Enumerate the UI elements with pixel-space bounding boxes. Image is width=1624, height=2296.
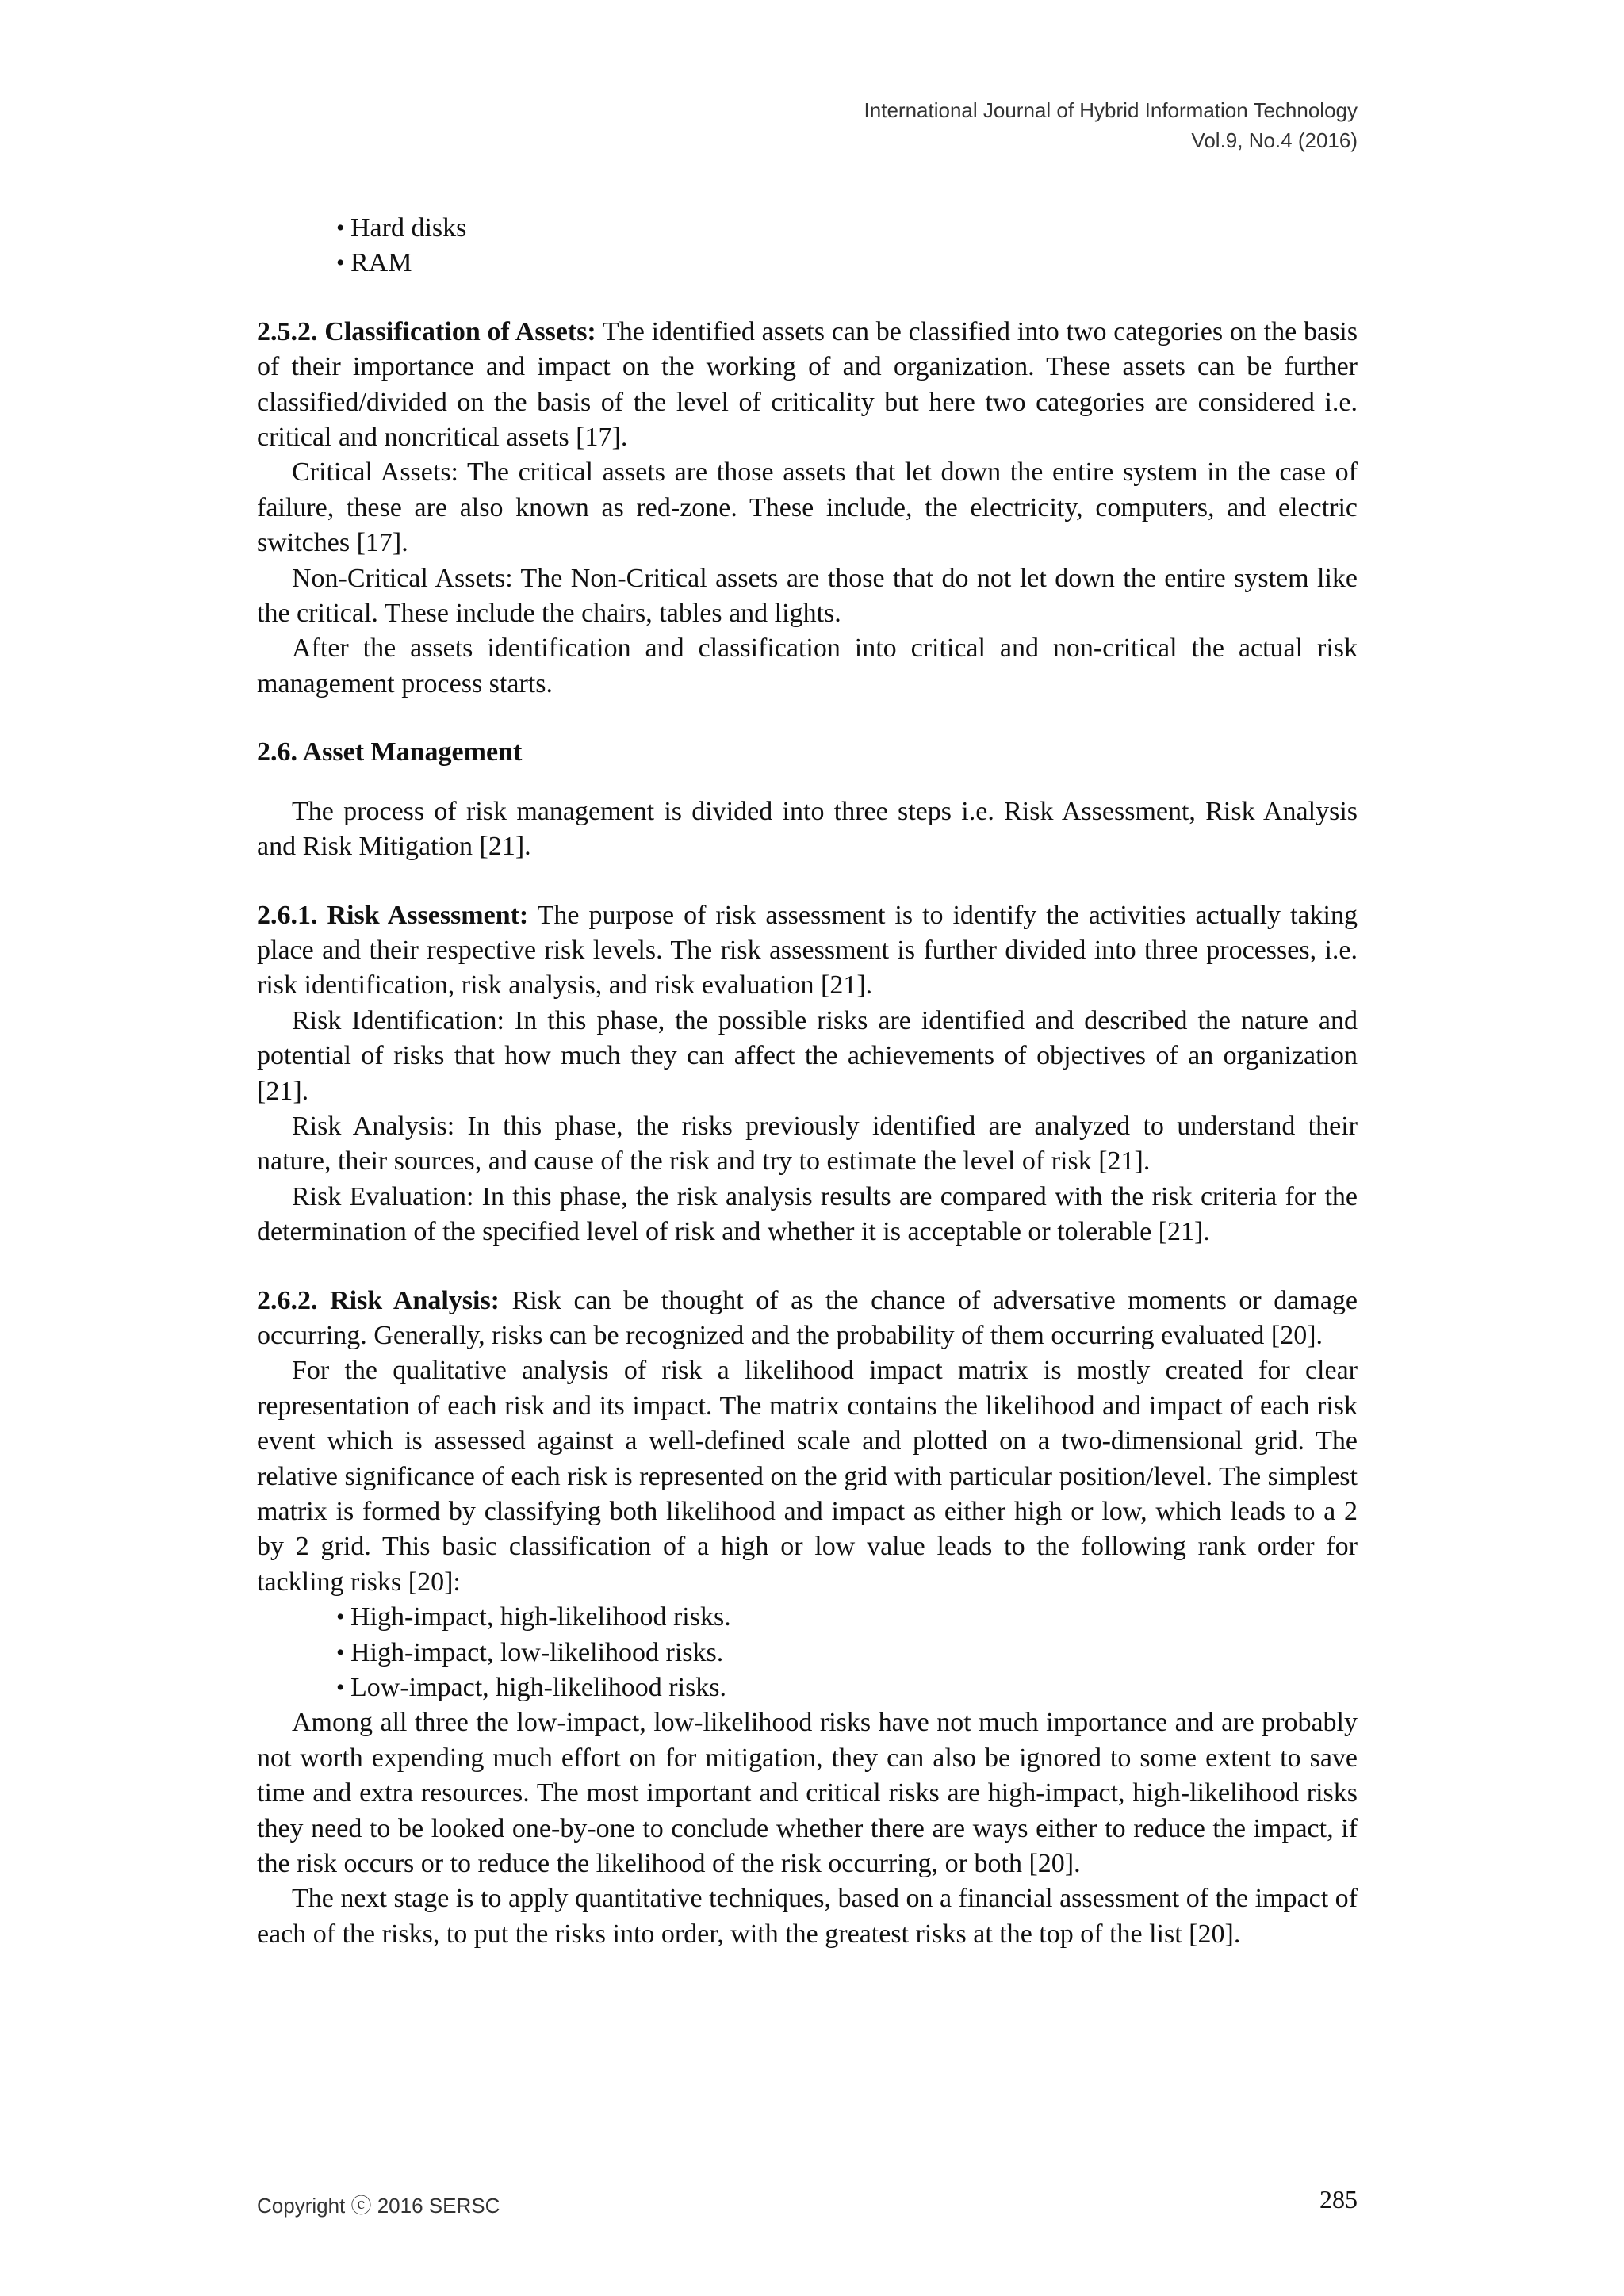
section-2-6-2-paragraph [257, 1284, 1358, 1354]
section-2-6-2-heading: 2.6.2. Risk Analysis: [257, 1285, 500, 1315]
asset-list [257, 211, 1358, 281]
non-critical-assets-paragraph: Non-Critical Assets: The Non-Critical assets are those that do not let down the entire system like the critical. These include the chairs, tables and lights. [257, 563, 1358, 629]
assets-summary-paragraph: After the assets identification and classification into critical and non-critical the actual risk management process starts. [257, 633, 1358, 698]
journal-title: International Journal of Hybrid Information Technology [864, 98, 1358, 122]
volume-info: Vol.9, No.4 (2016) [1191, 128, 1358, 152]
running-header [864, 95, 1358, 155]
section-2-6-1-paragraph [257, 898, 1358, 1004]
list-item: • Hard disks [336, 211, 1358, 246]
body-text [257, 211, 1358, 1952]
section-2-6-1-heading: 2.6.1. Risk Assessment: [257, 900, 529, 930]
section-2-5-2-paragraph [257, 315, 1358, 456]
qualitative-analysis-paragraph: For the qualitative analysis of risk a likelihood impact matrix is mostly created for clear representation of each risk and its impact. The matrix contains the likelihood and impact of each risk event which is assessed against a well-defined scale and plotted on a two-dimensional grid. The relative significance of each risk is represented on the grid with particular position/level. The simplest matrix is formed by classifying both likelihood and impact as either high or low, which leads to a 2 by 2 grid. This basic classification of a high or low value leads to the following rank order for tackling risks [20]: [257, 1356, 1358, 1597]
section-2-6-paragraph: The process of risk management is divided into three steps i.e. Risk Assessment, Risk Analysis and Risk Mitigation [21]. [257, 796, 1358, 862]
risk-analysis-paragraph: Risk Analysis: In this phase, the risks previously identified are analyzed to understand their nature, their sources, and cause of the risk and try to estimate the level of risk [21]. [257, 1111, 1358, 1177]
page-number: 285 [1320, 2185, 1358, 2214]
quantitative-paragraph: The next stage is to apply quantitative techniques, based on a financial assessment of the impact of each of the risks, to put the risks into order, with the greatest risks at the top of the list [20]. [257, 1884, 1358, 1949]
list-item: • RAM [336, 246, 1358, 281]
critical-assets-paragraph: Critical Assets: The critical assets are those assets that let down the entire system in the case of failure, these are also known as red-zone. These include, the electricity, computers, and electric switches [17]. [257, 457, 1358, 558]
risk-identification-paragraph: Risk Identification: In this phase, the possible risks are identified and described the nature and potential of risks that how much they can affect the achievements of objectives of an organization [21]. [257, 1005, 1358, 1106]
list-item: • High-impact, high-likelihood risks. [336, 1600, 1358, 1635]
copyright-footer: Copyright ⓒ 2016 SERSC [257, 2194, 500, 2218]
section-2-6-2-text: Risk can be thought of as the chance of adversative moments or damage occurring. Generally, risks can be recognized and the probability of them occurring evaluated [20]. [257, 1285, 1358, 1350]
list-item: • Low-impact, high-likelihood risks. [336, 1670, 1358, 1705]
section-2-5-2-text: The identified assets can be classified into two categories on the basis of their importance and impact on the working of and organization. These assets can be further classified/divided on the basis of the level of criticality but here two categories are considered i.e. critical and noncritical assets [17]. [257, 316, 1358, 453]
section-2-6-1-text: The purpose of risk assessment is to identify the activities actually taking place and their respective risk levels. The risk assessment is further divided into three processes, i.e. risk identification, risk analysis, and risk evaluation [21]. [257, 900, 1358, 1001]
risk-evaluation-paragraph: Risk Evaluation: In this phase, the risk analysis results are compared with the risk criteria for the determination of the specified level of risk and whether it is acceptable or tolerable [21]. [257, 1181, 1358, 1247]
list-item: • High-impact, low-likelihood risks. [336, 1636, 1358, 1670]
section-2-5-2-heading: 2.5.2. Classification of Assets: [257, 316, 596, 346]
section-2-6-heading: 2.6. Asset Management [257, 737, 523, 767]
low-impact-paragraph: Among all three the low-impact, low-likelihood risks have not much importance and are probably not worth expending much effort on for mitigation, they can also be ignored to some extent to save time and extra resources. The most important and critical risks are high-impact, high-likelihood risks they need to be looked one-by-one to conclude whether there are ways either to reduce the impact, if the risk occurs or to reduce the likelihood of the risk occurring, or both [20]. [257, 1708, 1358, 1879]
risk-rank-list [257, 1600, 1358, 1705]
